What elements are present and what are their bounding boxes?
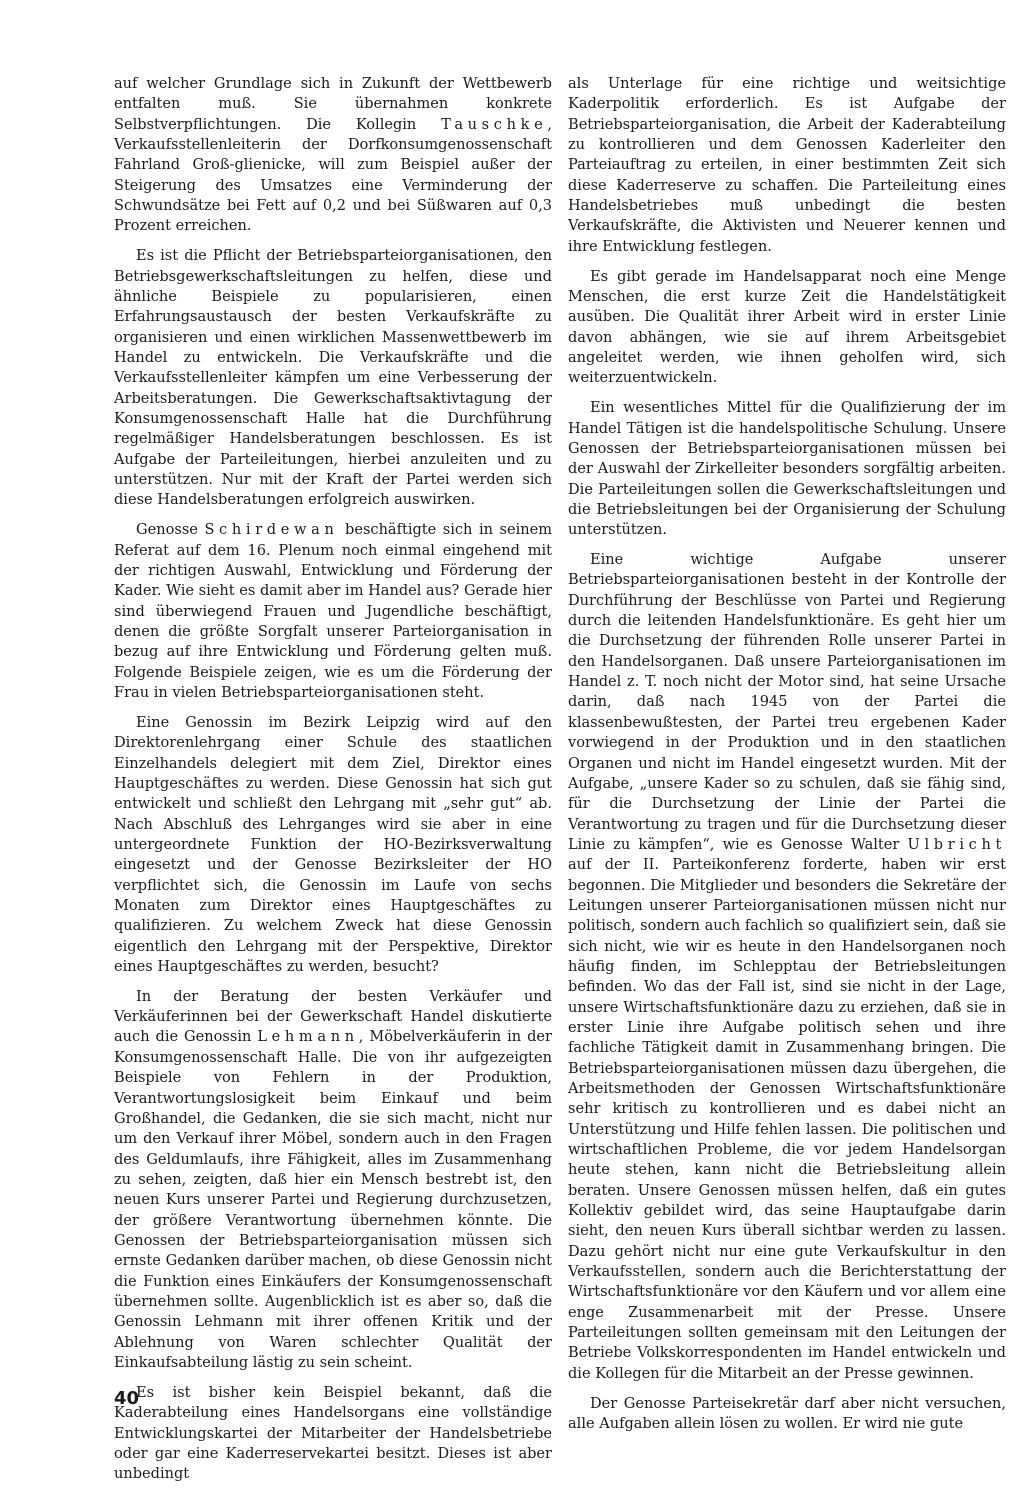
paragraph: Es ist die Pflicht der Betriebsparteiorganisationen, den Betriebsgewerkschaftsleitungen zu helfen, diese und ähnliche Beispiele zu popularisieren, einen Erfahrungsaustausch der besten Verkaufskräfte zu organisieren und einen wirklichen Massenwettbewerb im Handel zu entwickeln. Die Verkaufskräfte und die Verkaufsstellenleiter kämpfen um eine Verbesserung der Arbeitsberatungen. Die Gewerkschaftsaktivtagung der Konsumgenossenschaft Halle hat die Durchführung regelmäßiger Handelsberatungen beschlossen. Es ist Aufgabe der Parteileitungen, hierbei anzuleiten und zu unterstützen. Nur mit der Kraft der Partei werden sich diese Handelsberatungen erfolgreich auswirken. xyxy=(114,247,552,509)
paragraph: Es gibt gerade im Handelsapparat noch eine Menge Menschen, die erst kurze Zeit die Handelstätigkeit ausüben. Die Qualität ihrer Arbeit wird in erster Linie davon abhängen, wie sie auf ihrem Arbeitsgebiet angeleitet werden, wie ihnen geholfen wird, sich weiterzuentwickeln. xyxy=(568,267,1006,387)
text-run: auf der II. Parteikonferenz forderte, haben wir erst begonnen. Die Mitglieder und besonders die Sekretäre der Leitungen unserer Parteiorganisationen müssen nicht nur politisch, sondern auch fachlich so qualifiziert sein, daß sie sich nicht, wie wir es heute in den Handelsorganen noch häufig finden, im Schlepptau der Betriebsleitungen befinden. Wo das der Fall ist, sind sie nicht in der Lage, unsere Wirtschaftsfunktionäre dazu zu erziehen, daß sie in erster Linie ihre Aufgabe politisch sehen und ihre fachliche Tätigkeit damit in Zusammenhang bringen. Die Betriebsparteiorganisationen müssen dazu übergehen, die Arbeitsmethoden der Genossen Wirtschaftsfunktionäre sehr kritisch zu kontrollieren und es dabei nicht an Unterstützung und Hilfe fehlen lassen. Die politischen und wirtschaftlichen Probleme, die vor jedem Handelsorgan heute stehen, kann nicht die Betriebsleitung allein beraten. Unsere Genossen müssen helfen, daß ein gutes Kollektiv gebildet wird, das seine Hauptaufgabe darin sieht, den neuen Kurs überall sichtbar werden zu lassen. Dazu gehört nicht nur eine gute Verkaufskultur in den Verkaufsstellen, sondern auch die Berichterstattung der Wirtschaftsfunktionäre vor den Käufern und vor allem eine enge Zusammenarbeit mit der Presse. Unsere Parteileitungen sollten gemeinsam mit den Leitungen der Betriebe Volkskorrespondenten im Handel entwickeln und die Kollegen für die Mitarbeit an der Presse gewinnen. xyxy=(568,856,1006,1382)
paragraph xyxy=(114,74,552,237)
text-run: auf welcher Grundlage sich in Zukunft der Wettbewerb entfalten muß. Sie übernahmen konkrete Selbstverpflichtungen. Die Kollegin xyxy=(114,75,552,133)
paragraph: als Unterlage für eine richtige und weitsichtige Kaderpolitik erforderlich. Es ist Aufgabe der Betriebsparteiorganisation, die Arbeit der Kaderabteilung zu kontrollieren und dem Genossen Kaderleiter den Parteiauftrag zu erteilen, in einer bestimmten Zeit sich diese Kaderreserve zu schaffen. Die Parteileitung eines Handelsbetriebes muß unbedingt die besten Verkaufskräfte, die Aktivisten und Neuerer kennen und ihre Entwicklung festlegen. xyxy=(568,75,1006,255)
left-column xyxy=(114,74,552,1494)
text-run: , Verkaufsstellenleiterin der Dorfkonsumgenossenschaft Fahrland Groß-glienicke, will zum Beispiel außer der Steigerung des Umsatzes eine Verminderung der Schwundsätze bei Fett auf 0,2 und bei Süßwaren auf 0,3 Prozent erreichen. xyxy=(114,115,552,235)
emphasized-name: Tauschke xyxy=(441,115,548,133)
paragraph: Es ist bisher kein Beispiel bekannt, daß die Kaderabteilung eines Handelsorgans eine vollständige Entwicklungskartei der Mitarbeiter der Handelsbetriebe oder gar eine Kaderreservekartei besitzt. Dieses ist aber unbedingt xyxy=(114,1383,552,1483)
paragraph: Ein wesentliches Mittel für die Qualifizierung der im Handel Tätigen ist die handelspolitische Schulung. Unsere Genossen der Betriebsparteiorganisationen müssen bei der Auswahl der Zirkelleiter besonders sorgfältig arbeiten. Die Parteileitungen sollen die Gewerkschaftsleitungen und die Betriebsleitungen bei der Organisierung der Schulung unterstützen. xyxy=(568,399,1006,539)
emphasized-name: Schirdewan xyxy=(204,521,339,539)
right-column xyxy=(568,74,1006,1444)
page-number: 40 xyxy=(114,1388,140,1409)
emphasized-name: Lehmann xyxy=(257,1028,359,1046)
emphasized-name: Ulbricht xyxy=(907,835,1006,853)
text-run: In der Beratung der besten Verkäufer und Verkäuferinnen bei der Gewerkschaft Handel diskutierte auch die Genossin xyxy=(114,987,552,1046)
paragraph: Eine Genossin im Bezirk Leipzig wird auf den Direktorenlehrgang einer Schule des staatlichen Einzelhandels delegiert mit dem Ziel, Direktor eines Hauptgeschäftes zu werden. Diese Genossin hat sich gut entwickelt und schließt den Lehrgang mit „sehr gut“ ab. Nach Abschluß des Lehrganges wird sie aber in eine untergeordnete Funktion der HO-Bezirksverwaltung eingesetzt und der Genosse Bezirksleiter der HO verpflichtet sich, die Genossin im Laufe von sechs Monaten zum Direktor eines Hauptgeschäftes zu qualifizieren. Zu welchem Zweck hat diese Genossin eigentlich den Lehrgang mit der Perspektive, Direktor eines Hauptgeschäftes zu werden, besucht? xyxy=(114,713,552,975)
paragraph xyxy=(568,550,1006,1384)
paragraph xyxy=(114,520,552,703)
text-run: Eine wichtige Aufgabe unserer Betriebsparteiorganisationen besteht in der Kontrolle der Durchführung der Beschlüsse von Partei und Regierung durch die leitenden Handelsfunktionäre. Es geht hier um die Durchsetzung der führenden Rolle unserer Partei in den Handelsorganen. Daß unsere Parteiorganisationen im Handel z. T. noch nicht der Motor sind, hat seine Ursache darin, daß nach 1945 von der Partei die klassenbewußtesten, der Partei treu ergebenen Kader vorwiegend in der Produktion und in den staatlichen Organen und nicht im Handel eingesetzt wurden. Mit der Aufgabe, „unsere Kader so zu schulen, daß sie fähig sind, für die Durchsetzung der Linie der Partei die Verantwortung zu tragen und für die Durchsetzung dieser Linie zu kämpfen“, wie es Genosse Walter xyxy=(568,551,1006,853)
text-run: beschäftigte sich in seinem Referat auf dem 16. Plenum noch einmal eingehend mit der richtigen Auswahl, Entwicklung und Förderung der Kader. Wie sieht es damit aber im Handel aus? Gerade hier sind überwiegend Frauen und Jugendliche beschäftigt, denen die größte Sorgfalt unserer Parteiorganisation in bezug auf ihre Entwicklung und Förderung gelten muß. Folgende Beispiele zeigen, wie es um die Förderung der Frau in vielen Betriebsparteiorganisationen steht. xyxy=(114,521,552,701)
paragraph: Der Genosse Parteisekretär darf aber nicht versuchen, alle Aufgaben allein lösen zu wollen. Er wird nie gute xyxy=(568,1394,1006,1432)
text-run: , Möbelverkäuferin in der Konsumgenossenschaft Halle. Die von ihr aufgezeigten Beispiele von Fehlern in der Produktion, Verantwortungslosigkeit beim Einkauf und beim Großhandel, die Gedanken, die sie sich macht, nicht nur um den Verkauf ihrer Möbel, sondern auch in den Fragen des Geldumlaufs, ihre Fähigkeit, alles im Zusammenhang zu sehen, zeigten, daß hier ein Mensch bestrebt ist, den neuen Kurs unserer Partei und Regierung durchzusetzen, der größere Verantwortung übernehmen könnte. Die Genossen der Betriebsparteiorganisation müssen sich ernste Gedanken darüber machen, ob diese Genossin nicht die Funktion eines Einkäufers der Konsumgenossenschaft übernehmen sollte. Augenblicklich ist es aber so, daß die Genossin Lehmann mit ihrer offenen Kritik und der Ablehnung von Waren schlechter Qualität der Einkaufsabteilung lästig zu sein scheint. xyxy=(114,1028,552,1371)
paragraph xyxy=(114,987,552,1374)
text-run: Genosse xyxy=(136,521,205,539)
